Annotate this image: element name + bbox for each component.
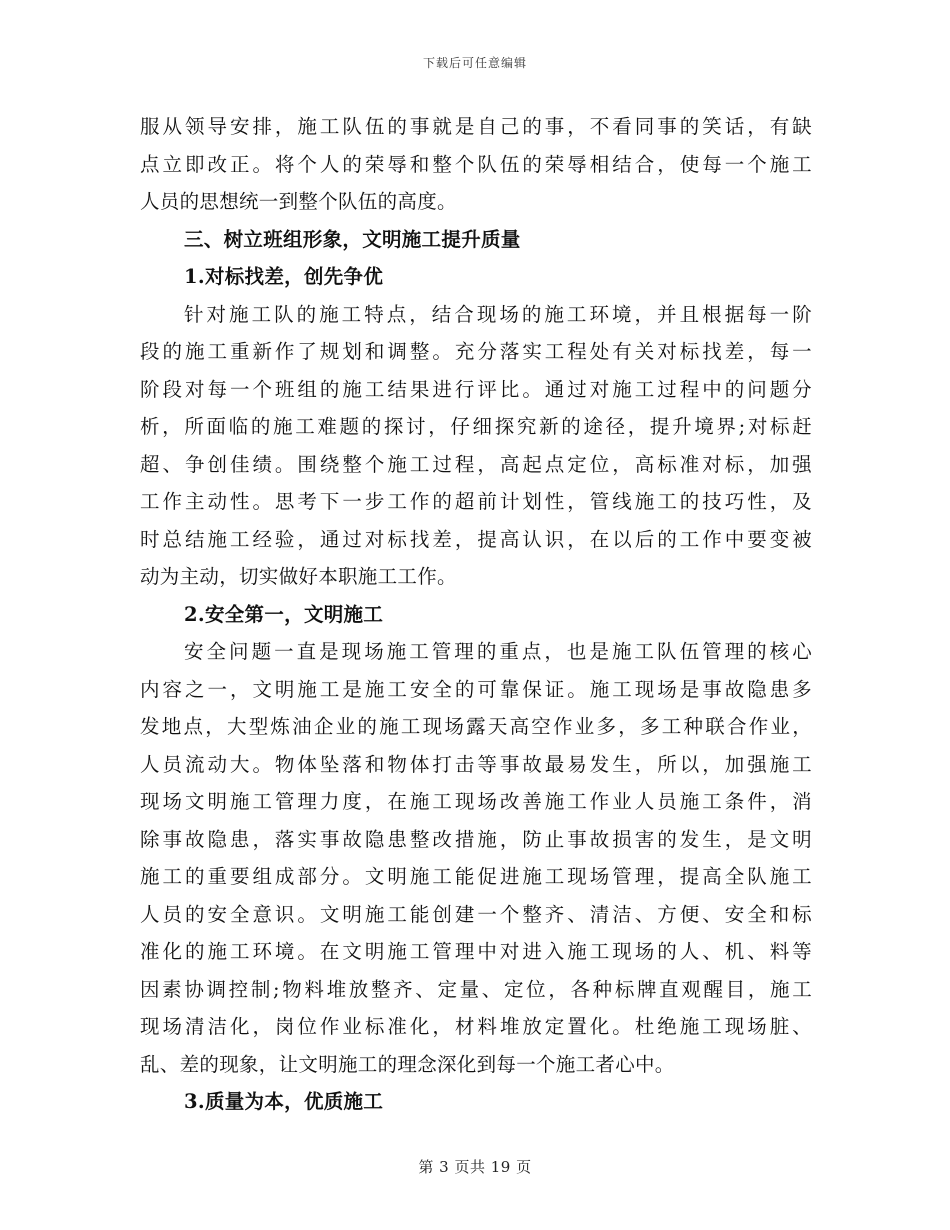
- text-line: 超、争创佳绩。围绕整个施工过程，高起点定位，高标准对标，加强: [140, 452, 812, 476]
- text-line: 乱、差的现象，让文明施工的理念深化到每一个施工者心中。: [140, 1052, 675, 1076]
- page-number-footer: 第 3 页共 19 页: [418, 1158, 532, 1176]
- page-header-note: 下载后可任意编辑: [422, 56, 527, 70]
- text-line: 动为主动，切实做好本职施工工作。: [140, 565, 457, 588]
- text-line: 服从领导安排，施工队伍的事就是自己的事，不看同事的笑话，有缺: [140, 115, 812, 138]
- text-line: 人员的思想统一到整个队伍的高度。: [140, 190, 457, 213]
- text-line: 点立即改正。将个人的荣辱和整个队伍的荣辱相结合，使每一个施工: [140, 152, 812, 176]
- text-line: 人员流动大。物体坠落和物体打击等事故最易发生，所以，加强施工: [140, 752, 812, 776]
- section-heading: 三、树立班组形象，文明施工提升质量: [184, 227, 521, 251]
- text-line: 析，所面临的施工难题的探讨，仔细探究新的途径，提升境界;对标赶: [140, 415, 812, 438]
- subsection-heading: 2.安全第一，文明施工: [184, 602, 384, 626]
- text-line: 内容之一，文明施工是施工安全的可靠保证。施工现场是事故隐患多: [140, 677, 812, 701]
- text-line: 因素协调控制;物料堆放整齐、定量、定位，各种标牌直观醒目，施工: [140, 977, 812, 1001]
- text-line: 阶段对每一个班组的施工结果进行评比。通过对施工过程中的问题分: [140, 377, 812, 401]
- text-line: 发地点，大型炼油企业的施工现场露天高空作业多，多工种联合作业，: [140, 715, 812, 738]
- text-line: 现场文明施工管理力度，在施工现场改善施工作业人员施工条件，消: [140, 790, 812, 813]
- text-line: 准化的施工环境。在文明施工管理中对进入施工现场的人、机、料等: [140, 940, 812, 963]
- text-line: 除事故隐患，落实事故隐患整改措施，防止事故损害的发生，是文明: [140, 827, 812, 851]
- document-body: [140, 108, 812, 1121]
- text-line: 人员的安全意识。文明施工能创建一个整齐、清洁、方便、安全和标: [140, 902, 812, 926]
- text-line: 现场清洁化，岗位作业标准化，材料堆放定置化。杜绝施工现场脏、: [140, 1015, 812, 1038]
- text-line: 工作主动性。思考下一步工作的超前计划性，管线施工的技巧性，及: [140, 490, 812, 513]
- text-line: 施工的重要组成部分。文明施工能促进施工现场管理，提高全队施工: [140, 865, 812, 888]
- text-line: 段的施工重新作了规划和调整。充分落实工程处有关对标找差，每一: [140, 340, 812, 363]
- text-line: 针对施工队的施工特点，结合现场的施工环境，并且根据每一阶: [184, 302, 812, 326]
- text-line: 安全问题一直是现场施工管理的重点，也是施工队伍管理的核心: [184, 640, 812, 663]
- subsection-heading: 1.对标找差，创先争优: [184, 265, 384, 288]
- text-line: 时总结施工经验，通过对标找差，提高认识，在以后的工作中要变被: [140, 527, 812, 551]
- subsection-heading: 3.质量为本，优质施工: [184, 1090, 384, 1113]
